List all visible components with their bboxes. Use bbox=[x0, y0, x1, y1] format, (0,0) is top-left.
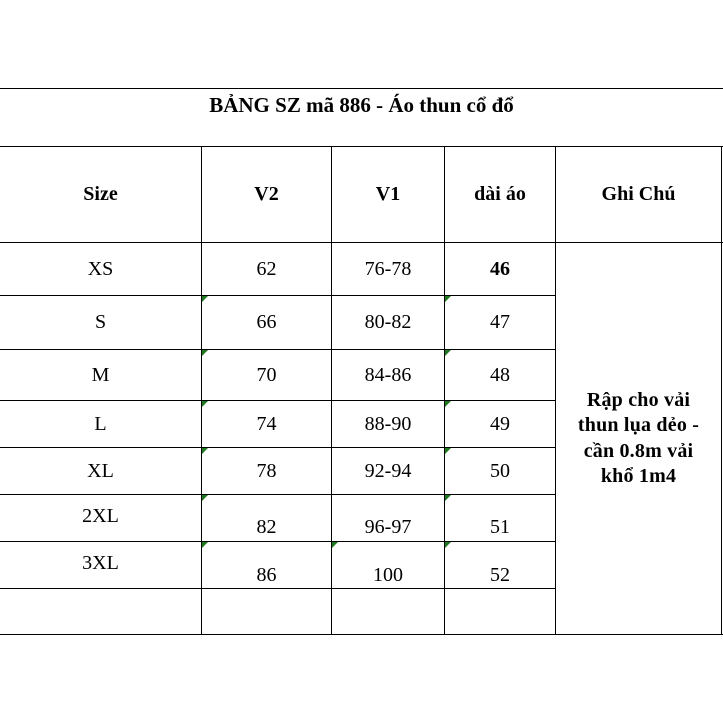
comment-marker-icon bbox=[202, 542, 208, 548]
cell-v1: 88-90 bbox=[364, 412, 412, 435]
comment-marker-icon bbox=[445, 495, 451, 501]
cell-v1: 92-94 bbox=[364, 459, 412, 482]
comment-marker-icon bbox=[202, 448, 208, 454]
comment-marker-icon bbox=[202, 401, 208, 407]
cell-length: 48 bbox=[490, 363, 510, 386]
cell-v2: 78 bbox=[256, 459, 277, 482]
cell-v1: 100 bbox=[373, 564, 403, 586]
header-v1: V1 bbox=[375, 183, 401, 205]
note-cell bbox=[556, 243, 721, 634]
cell-length: 52 bbox=[490, 564, 510, 586]
comment-marker-icon bbox=[332, 542, 338, 548]
header-v2: V2 bbox=[254, 183, 279, 205]
header-note: Ghi Chú bbox=[601, 183, 676, 205]
comment-marker-icon bbox=[202, 350, 208, 356]
cell-v1: 96-97 bbox=[364, 516, 412, 538]
cell-length: 50 bbox=[490, 459, 510, 482]
rule bbox=[0, 588, 556, 589]
cell-v2: 66 bbox=[256, 311, 277, 333]
header-length: dài áo bbox=[474, 183, 526, 205]
note-line: Rập cho vải bbox=[586, 388, 691, 411]
cell-size: L bbox=[94, 412, 107, 435]
cell-length: 47 bbox=[490, 311, 510, 333]
comment-marker-icon bbox=[445, 448, 451, 454]
comment-marker-icon bbox=[445, 542, 451, 548]
comment-marker-icon bbox=[445, 296, 451, 302]
page-title: BẢNG SZ mã 886 - Áo thun cổ đổ bbox=[209, 92, 514, 117]
comment-marker-icon bbox=[202, 495, 208, 501]
cell-v1: 80-82 bbox=[364, 311, 412, 333]
cell-v2: 74 bbox=[256, 412, 277, 435]
cell-length: 46 bbox=[490, 257, 510, 280]
header-size: Size bbox=[83, 183, 118, 205]
comment-marker-icon bbox=[445, 401, 451, 407]
cell-v2: 82 bbox=[256, 516, 277, 538]
cell-length: 51 bbox=[490, 516, 510, 538]
cell-size: 2XL bbox=[82, 505, 119, 527]
cell-v1: 76-78 bbox=[364, 257, 412, 280]
rule bbox=[0, 634, 723, 635]
cell-v1: 84-86 bbox=[364, 363, 412, 386]
cell-length: 49 bbox=[490, 412, 510, 435]
rule bbox=[721, 146, 722, 635]
cell-v2: 62 bbox=[256, 257, 277, 280]
cell-v2: 86 bbox=[256, 564, 277, 586]
cell-size: 3XL bbox=[82, 552, 119, 574]
note-line: khổ 1m4 bbox=[600, 464, 677, 487]
cell-v2: 70 bbox=[256, 363, 277, 386]
comment-marker-icon bbox=[445, 350, 451, 356]
cell-size: S bbox=[94, 311, 107, 333]
cell-size: M bbox=[91, 363, 110, 386]
comment-marker-icon bbox=[202, 296, 208, 302]
cell-size: XL bbox=[87, 459, 114, 482]
note-line: thun lụa dẻo - bbox=[577, 414, 700, 437]
note-line: cần 0.8m vải bbox=[583, 439, 694, 462]
cell-size: XS bbox=[87, 257, 114, 280]
